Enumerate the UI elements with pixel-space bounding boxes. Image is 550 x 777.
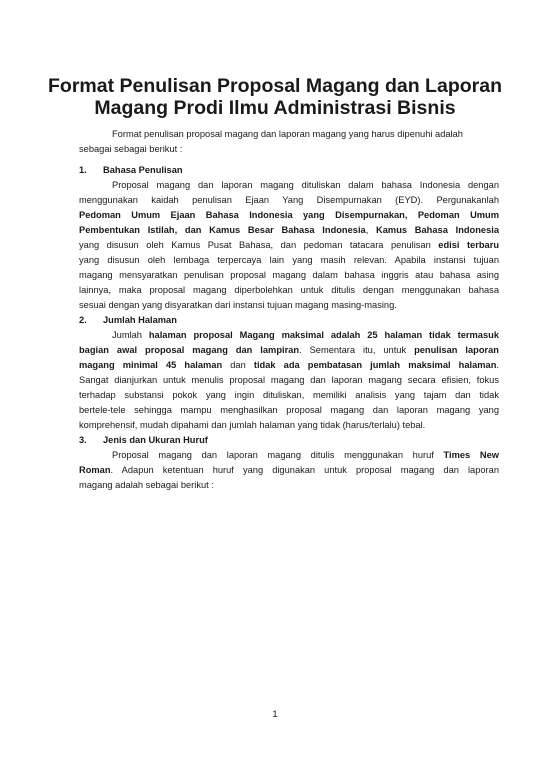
paragraph-line (79, 448, 499, 463)
bold-text: Roman (79, 465, 111, 475)
section-title: Jumlah Halaman (103, 315, 177, 325)
paragraph-line (79, 373, 499, 388)
bold-text: edisi terbaru (438, 240, 499, 250)
bold-text: bagian awal proposal magang dan lampiran (79, 345, 300, 355)
text-run: komprehensif, mudah dipahami dan jumlah halaman yang tidak (harus/terlalu) tebal. (79, 420, 426, 430)
intro-paragraph (79, 127, 499, 157)
bold-text: Times New (443, 450, 499, 460)
paragraph-line (79, 388, 499, 403)
text-run: yang disusun oleh Kamus Pusat Bahasa, dan pedoman tatacara penulisan (79, 240, 439, 250)
document-body (79, 163, 499, 493)
paragraph-line (79, 253, 499, 268)
text-run: yang disusun oleh lembaga terpercaya lain yang masih relevan. Apabila instansi tujuan (79, 255, 499, 265)
paragraph-line (79, 418, 499, 433)
paragraph-line (79, 343, 499, 358)
text-run: Proposal magang dan laporan magang dituliskan dalam bahasa Indonesia dengan (112, 180, 499, 190)
text-run: , (365, 225, 377, 235)
text-run: . Adapun ketentuan huruf yang digunakan untuk proposal magang dan laporan (110, 465, 499, 475)
title-line-1: Format Penulisan Proposal Magang dan Laporan (48, 75, 502, 97)
text-run: . (496, 360, 499, 370)
section-heading (79, 163, 499, 178)
section-number: 2. (79, 315, 87, 325)
section-number: 1. (79, 165, 87, 175)
text-run: sesuai dengan yang disyaratkan dari instansi tujuan magang masing-masing. (79, 300, 397, 310)
section-heading (79, 313, 499, 328)
paragraph-line (79, 298, 499, 313)
paragraph-line (79, 283, 499, 298)
paragraph-line (79, 238, 499, 253)
text-run: dan (222, 360, 254, 370)
section-title: Jenis dan Ukuran Huruf (103, 435, 208, 445)
paragraph-line (79, 463, 499, 478)
intro-line-2: sebagai sebagai berikut : (79, 144, 183, 154)
paragraph-line (79, 208, 499, 223)
section-number: 3. (79, 435, 87, 445)
paragraph-line (79, 178, 499, 193)
paragraph-line (79, 223, 499, 238)
intro-line-1: Format penulisan proposal magang dan laporan magang yang harus dipenuhi adalah (112, 129, 463, 139)
bold-text: penulisan laporan (414, 345, 499, 355)
text-run: bertele-tele sehingga mampu menghasilkan proposal magang dan laporan magang yang (79, 405, 499, 415)
bold-text: Pedoman Umum Ejaan Bahasa Indonesia yang Disempurnakan, Pedoman Umum (79, 210, 499, 220)
bold-text: Pembentukan Istilah, dan Kamus Besar Bahasa Indonesia (79, 225, 366, 235)
text-run: lainnya, maka proposal magang diperbolehkan untuk ditulis dengan menggunakan bahasa (79, 285, 499, 295)
paragraph-line (79, 478, 499, 493)
text-run: Jumlah (112, 330, 149, 340)
bold-text: magang minimal 45 halaman (79, 360, 223, 370)
paragraph-line (79, 268, 499, 283)
paragraph-line (79, 328, 499, 343)
text-run: magang mensyaratkan penulisan proposal magang dalam bahasa inggris atau bahasa asing (79, 270, 499, 280)
text-run: menggunakan kaidah penulisan Ejaan Yang Disempurnakan (EYD). Pergunakanlah (79, 195, 499, 205)
section-heading (79, 433, 499, 448)
bold-text: Kamus Bahasa Indonesia (376, 225, 499, 235)
document-title (40, 75, 510, 119)
paragraph-line (79, 358, 499, 373)
text-run: Proposal magang dan laporan magang ditulis menggunakan huruf (112, 450, 444, 460)
text-run: terhadap substansi pokok yang ingin dituliskan, memiliki analisis yang tajam dan tidak (79, 390, 499, 400)
text-run: magang adalah sebagai berikut : (79, 480, 214, 490)
bold-text: tidak ada pembatasan jumlah maksimal halaman (253, 360, 497, 370)
text-run: . Sementara itu, untuk (299, 345, 415, 355)
text-run: Sangat dianjurkan untuk menulis proposal magang dan laporan magang secara efisien, fokus (79, 375, 499, 385)
page-number: 1 (272, 709, 278, 720)
bold-text: halaman proposal Magang maksimal adalah 25 halaman tidak termasuk (148, 330, 499, 340)
title-line-2: Magang Prodi Ilmu Administrasi Bisnis (94, 97, 456, 119)
section-title: Bahasa Penulisan (103, 165, 183, 175)
paragraph-line (79, 403, 499, 418)
paragraph-line (79, 193, 499, 208)
